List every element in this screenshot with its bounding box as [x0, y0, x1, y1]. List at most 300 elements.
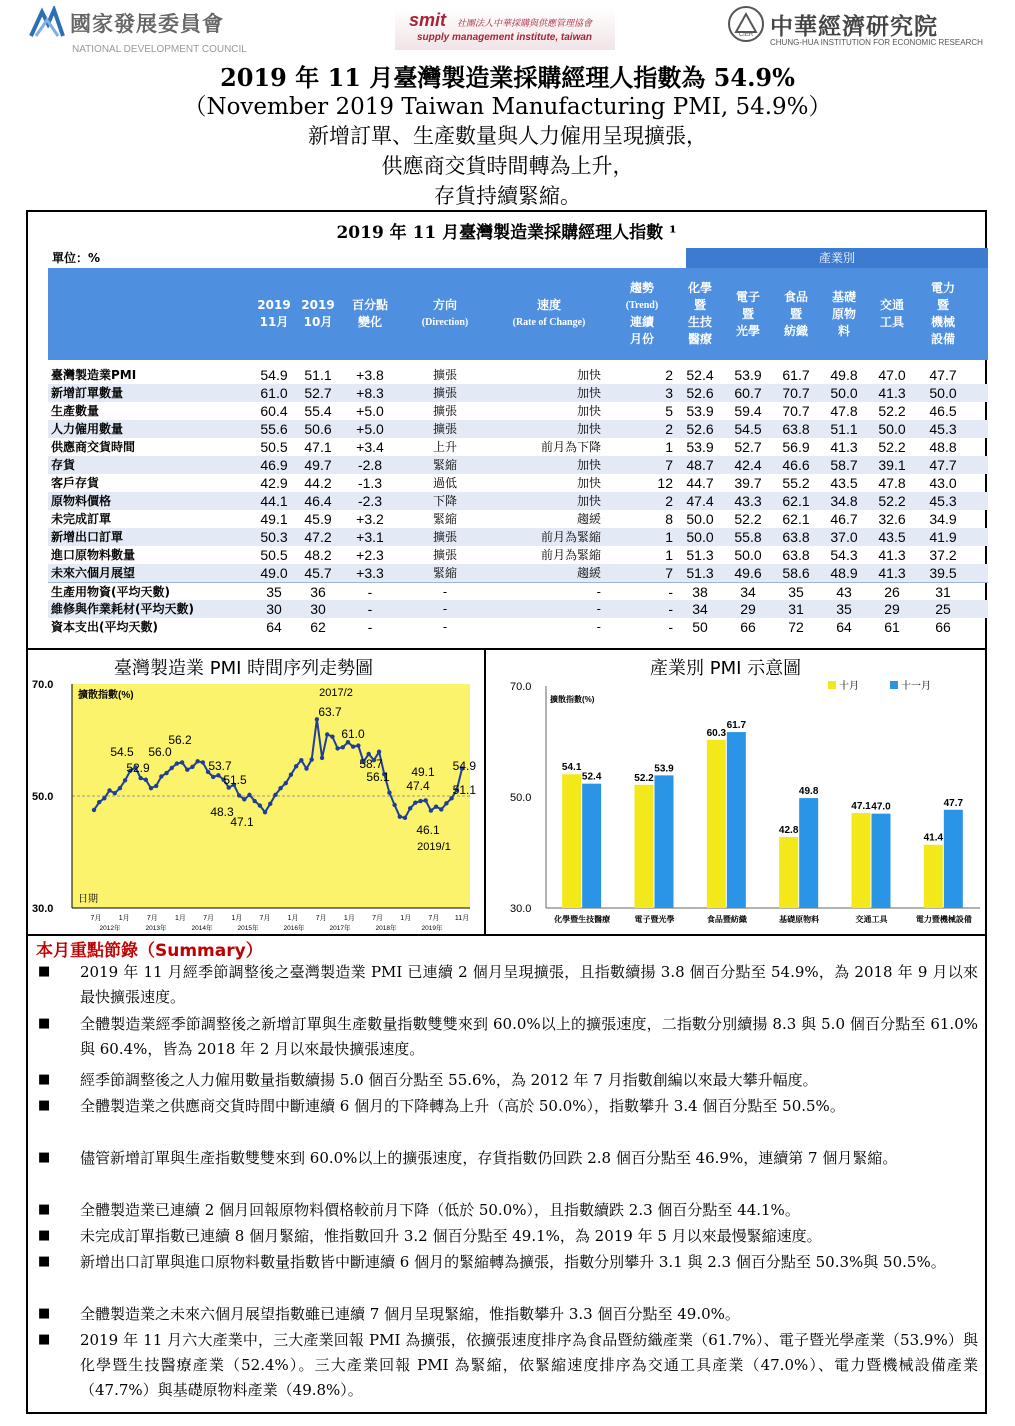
cell-rate: -: [596, 620, 601, 634]
cell-i6: 47.7: [929, 457, 957, 473]
cier-subtitle: CHUNG-HUA INSTITUTION FOR ECONOMIC RESEARCH: [770, 38, 983, 47]
pmi-point: [403, 816, 407, 820]
bar-oct: [852, 813, 871, 908]
x-month-tick: 1月: [287, 915, 299, 922]
cell-trend: -: [668, 584, 673, 600]
summary-item: 全體製造業經季節調整後之新增訂單與生產數量指數雙雙來到 60.0%以上的擴張速度，二指數分別續揚 8.3 與 5.0 個百分點至 61.0%與 60.4%，皆為 2018 年 2 月以來最快擴張速度。: [80, 1015, 978, 1058]
cell-i5: 39.1: [878, 457, 906, 473]
bullet-icon: ■: [38, 1254, 51, 1269]
cell-i5: 52.2: [878, 439, 906, 455]
cell-i4: 46.7: [830, 511, 858, 527]
category-label: 電力暨機械設備: [915, 915, 972, 924]
cell-dir: 緊縮: [432, 458, 457, 472]
cell-rate: 趨緩: [576, 512, 601, 526]
pmi-point: [284, 781, 288, 785]
industry-pmi-bar-chart: [488, 678, 984, 934]
cell-trend: 1: [665, 547, 673, 563]
pmi-point: [289, 773, 293, 777]
cell-rate: 加快: [576, 422, 601, 436]
row-label: 資本支出(平均天數): [51, 620, 158, 634]
col-header-trend: 趨勢 (Trend) 連續 月份: [625, 281, 659, 346]
data-annotation: 54.9: [452, 759, 476, 773]
bullet-icon: ■: [38, 1072, 51, 1087]
bar-value-label: 41.4: [923, 832, 944, 844]
row-label: 新增訂單數量: [51, 386, 124, 400]
cell-chg: +3.2: [356, 511, 384, 527]
cell-i6: 25: [935, 601, 951, 617]
bar-nov: [727, 732, 746, 908]
cier-mark-text: CIER: [738, 32, 754, 38]
x-year-tick: 2017年: [329, 925, 351, 932]
cier-name: 中華經濟研究院: [770, 14, 938, 40]
cell-i1: 50.0: [686, 511, 714, 527]
pmi-point: [434, 804, 438, 808]
pmi-point: [444, 801, 448, 805]
cell-chg: +3.8: [356, 367, 384, 383]
cell-i4: 54.3: [830, 547, 858, 563]
ndc-name: 國家發展委員會: [70, 12, 224, 36]
row-label: 存貨: [51, 458, 76, 472]
cell-i1: 48.7: [686, 457, 714, 473]
row-label: 維修與作業耗材(平均天數): [51, 602, 194, 616]
data-annotation: 61.0: [341, 727, 365, 741]
cell-i5: 29: [884, 601, 900, 617]
pmi-point: [320, 756, 324, 760]
bar-nov: [655, 775, 674, 908]
cell-i3: 70.7: [782, 385, 810, 401]
pmi-point: [263, 810, 267, 814]
cell-i2: 52.2: [734, 511, 762, 527]
cell-i5: 41.3: [878, 565, 906, 581]
cell-i6: 45.3: [929, 421, 957, 437]
summary-item: 2019 年 11 月經季節調整後之臺灣製造業 PMI 已連續 2 個月呈現擴張，且指數續揚 3.8 個百分點至 54.9%，為 2018 年 9 月以來最快擴張速度。: [80, 963, 978, 1006]
data-annotation: 54.5: [110, 745, 134, 759]
cell-i1: 53.9: [686, 439, 714, 455]
page-header: [0, 0, 1015, 58]
cell-oct: 52.7: [304, 385, 332, 401]
legend-label: 十月: [839, 681, 859, 692]
col-header-basic: 基礎 原物 料: [831, 289, 856, 338]
cell-i1: 52.4: [686, 367, 714, 383]
pmi-point: [144, 778, 148, 782]
cell-oct: 55.4: [304, 403, 332, 419]
pmi-point: [201, 760, 205, 764]
pmi-point: [154, 784, 158, 788]
data-annotation: 56.0: [148, 745, 172, 759]
cell-nov: 64: [266, 619, 282, 635]
smit-chinese-name: 社團法人中華採購與供應管理協會: [457, 19, 593, 29]
cell-i4: 35: [836, 601, 852, 617]
pmi-point: [195, 759, 199, 763]
pmi-point: [180, 760, 184, 764]
cell-i1: 50: [692, 619, 708, 635]
smit-brand: smit: [409, 10, 447, 30]
y-tick-label: 50.0: [510, 792, 532, 804]
bar-nov: [944, 810, 963, 908]
cell-dir: 緊縮: [432, 566, 457, 580]
table-row: [48, 618, 988, 636]
cell-trend: 7: [665, 457, 673, 473]
industry-group-header: 產業別: [686, 248, 988, 268]
cell-trend: 2: [665, 421, 673, 437]
cell-rate: -: [596, 585, 601, 599]
cell-i4: 49.8: [830, 367, 858, 383]
x-month-tick: 1月: [118, 915, 130, 922]
main-title: 2019 年 11 月臺灣製造業採購經理人指數為 54.9%: [220, 63, 795, 92]
bar-nov: [872, 814, 891, 908]
col-header-rate: 速度 (Rate of Change): [512, 298, 586, 328]
y-tick-label: 30.0: [32, 903, 54, 915]
cell-i2: 34: [740, 584, 756, 600]
pmi-point: [309, 757, 313, 761]
y-tick-label: 30.0: [510, 903, 532, 915]
cell-nov: 50.5: [260, 547, 288, 563]
pmi-point: [392, 803, 396, 807]
cell-i3: 63.8: [782, 421, 810, 437]
cell-trend: 8: [665, 511, 673, 527]
cell-i4: 34.8: [830, 493, 858, 509]
pmi-point: [439, 807, 443, 811]
bar-value-label: 52.2: [634, 772, 654, 784]
cell-i3: 63.8: [782, 547, 810, 563]
cell-trend: 1: [665, 439, 673, 455]
cell-rate: 前月為緊縮: [540, 530, 601, 544]
cell-oct: 47.2: [304, 529, 332, 545]
category-label: 交通工具: [855, 915, 888, 924]
cell-i2: 42.4: [734, 457, 762, 473]
cell-nov: 50.5: [260, 439, 288, 455]
row-label: 生產數量: [51, 404, 100, 418]
x-year-tick: 2014年: [191, 925, 213, 932]
bar-nov: [799, 798, 818, 908]
cell-chg: +3.3: [356, 565, 384, 581]
cell-chg: +5.0: [356, 403, 384, 419]
cell-chg: -1.3: [357, 475, 383, 491]
bar-value-label: 47.0: [871, 801, 891, 813]
x-month-tick: 7月: [203, 915, 215, 922]
bullet-icon: ■: [38, 1228, 51, 1243]
bar-value-label: 47.7: [943, 797, 964, 809]
cell-rate: 趨緩: [576, 566, 601, 580]
x-month-tick: 7月: [372, 915, 383, 922]
line-chart-title: 臺灣製造業 PMI 時間序列走勢圖: [114, 658, 374, 679]
bar-oct: [779, 837, 798, 908]
cell-oct: 62: [310, 619, 326, 635]
pmi-point: [123, 778, 127, 782]
cell-i2: 50.0: [734, 547, 762, 563]
row-label: 人力僱用數量: [51, 422, 124, 436]
col-header-food: 食品 暨 紡織: [783, 289, 808, 338]
cell-i3: 63.8: [782, 529, 810, 545]
pmi-point: [237, 793, 241, 797]
cell-oct: 44.2: [304, 475, 332, 491]
cell-i1: 38: [692, 584, 708, 600]
summary-title: 本月重點節錄（Summary）: [36, 941, 263, 961]
cell-i5: 32.6: [878, 511, 906, 527]
pmi-point: [294, 764, 298, 768]
pmi-point: [304, 766, 308, 770]
cell-i2: 52.7: [734, 439, 762, 455]
data-annotation: 51.1: [452, 783, 476, 797]
cell-i5: 41.3: [878, 547, 906, 563]
x-year-tick: 2015年: [237, 925, 259, 932]
cell-trend: -: [668, 619, 673, 635]
table-row: [48, 366, 988, 384]
cell-trend: 1: [665, 529, 673, 545]
table-row: [48, 564, 988, 582]
cell-i4: 50.0: [830, 385, 858, 401]
cell-nov: 42.9: [260, 475, 288, 491]
ndc-logo: [28, 6, 247, 55]
data-annotation: 47.1: [230, 815, 254, 829]
data-annotation: 48.3: [210, 805, 234, 819]
data-annotation: 49.1: [411, 765, 435, 779]
cell-i2: 39.7: [734, 475, 762, 491]
bar-nov: [582, 784, 601, 908]
legend-swatch: [828, 681, 836, 689]
cell-nov: 49.0: [260, 565, 288, 581]
cell-i2: 60.7: [734, 385, 762, 401]
cell-rate: 加快: [576, 368, 601, 382]
cell-oct: 50.6: [304, 421, 332, 437]
summary-item: 全體製造業之供應商交貨時間中斷連續 6 個月的下降轉為上升（高於 50.0%），指數攀升 3.4 個百分點至 50.5%。: [80, 1097, 845, 1115]
cell-i2: 55.8: [734, 529, 762, 545]
pmi-point: [325, 732, 329, 736]
pmi-point: [159, 774, 163, 778]
cell-i5: 52.2: [878, 403, 906, 419]
row-label: 未來六個月展望: [51, 566, 136, 580]
cell-i1: 51.3: [686, 547, 714, 563]
cell-dir: -: [442, 585, 448, 599]
col-header-elec: 電子 暨 光學: [735, 289, 760, 338]
cell-i6: 34.9: [929, 511, 957, 527]
table-row: [48, 546, 988, 564]
cell-rate: 加快: [576, 476, 601, 490]
cell-chg: -: [367, 619, 373, 635]
cell-oct: 51.1: [304, 367, 332, 383]
cell-i3: 62.1: [782, 511, 810, 527]
table-row: [48, 474, 988, 492]
pmi-point: [299, 758, 303, 762]
bullet-icon: ■: [38, 1016, 51, 1031]
bar-value-label: 54.1: [561, 762, 582, 774]
bar-oct: [707, 740, 726, 908]
data-annotation: 63.7: [318, 705, 342, 719]
col-header-direction: 方向 (Direction): [421, 298, 469, 328]
cell-i1: 44.7: [686, 475, 714, 491]
x-year-tick: 2018年: [375, 925, 397, 932]
subtitle-line-1: 新增訂單、生產數量與人力僱用呈現擴張，: [308, 124, 707, 148]
table-row: [48, 600, 988, 618]
cell-i2: 53.9: [734, 367, 762, 383]
divider-table-charts: [28, 648, 985, 650]
pmi-point: [138, 776, 142, 780]
cell-i2: 43.3: [734, 493, 762, 509]
data-annotation: 56.2: [168, 733, 192, 747]
cell-trend: 2: [665, 367, 673, 383]
cell-i6: 37.2: [929, 547, 957, 563]
pmi-point: [377, 750, 381, 754]
cell-i4: 51.1: [830, 421, 858, 437]
bullet-icon: ■: [38, 1150, 51, 1165]
data-annotation: 2019/1: [417, 841, 451, 853]
cell-dir: 過低: [432, 476, 457, 490]
cell-dir: 緊縮: [432, 512, 457, 526]
pmi-point: [113, 791, 117, 795]
cell-i4: 47.8: [830, 403, 858, 419]
bar-value-label: 52.4: [581, 771, 602, 783]
data-annotation: 51.5: [223, 773, 247, 787]
pmi-point: [258, 803, 262, 807]
cell-chg: +8.3: [356, 385, 384, 401]
english-title: （November 2019 Taiwan Manufacturing PMI, 54.9%）: [183, 94, 832, 120]
cell-nov: 44.1: [260, 493, 288, 509]
legend-swatch: [890, 681, 898, 689]
cell-i6: 43.0: [929, 475, 957, 491]
col-header-oct: 2019 10月: [301, 298, 335, 329]
bar-chart-title: 產業別 PMI 示意圖: [650, 658, 802, 679]
cell-i6: 46.5: [929, 403, 957, 419]
cell-trend: 2: [665, 493, 673, 509]
smit-logo: [395, 8, 615, 50]
pmi-point: [330, 734, 334, 738]
bullet-icon: ■: [38, 964, 51, 979]
pmi-point: [164, 771, 168, 775]
cell-i1: 52.6: [686, 385, 714, 401]
summary-item: 2019 年 11 月六大產業中，三大產業回報 PMI 為擴張，依擴張速度排序為食品暨紡織產業（61.7%）、電子暨光學產業（53.9%）與化學暨生技醫療產業（52.4%）。三大產業回報 PMI 為緊縮，依緊縮速度排序為交通工具產業（47.0%）、電力暨機械設備產業（47.7%）與基礎原物料產業（49.8%）。: [80, 1331, 978, 1399]
row-label: 生產用物資(平均天數): [51, 585, 170, 599]
bar-oct: [635, 785, 654, 908]
summary-item: 新增出口訂單與進口原物料數量指數皆中斷連續 6 個月的緊縮轉為擴張，指數分別攀升 3.1 與 2.3 個百分點至 50.3%與 50.5%。: [80, 1253, 946, 1271]
cell-i2: 59.4: [734, 403, 762, 419]
pmi-point: [170, 766, 174, 770]
x-month-tick: 7月: [428, 915, 440, 922]
cell-i1: 52.6: [686, 421, 714, 437]
cell-i2: 66: [740, 619, 756, 635]
category-label: 基礎原物料: [779, 915, 820, 924]
pmi-point: [102, 796, 106, 800]
cell-i3: 56.9: [782, 439, 810, 455]
cell-nov: 30: [266, 601, 282, 617]
pmi-point: [247, 793, 251, 797]
x-month-tick: 1月: [175, 915, 186, 922]
table-row: [48, 492, 988, 510]
table-row: [48, 582, 988, 600]
table-row: [48, 456, 988, 474]
subtitle-line-3: 存貨持續緊縮。: [434, 184, 581, 208]
col-header-change: 百分點 變化: [351, 298, 388, 329]
x-month-tick: 7月: [315, 915, 327, 922]
cell-trend: 12: [657, 475, 673, 491]
data-annotation: 46.1: [416, 823, 440, 837]
cell-chg: -: [367, 601, 373, 617]
col-header-chem: 化學 暨 生技 醫療: [687, 281, 712, 346]
summary-item: 未完成訂單指數已連續 8 個月緊縮，惟指數回升 3.2 個百分點至 49.1%，為 2019 年 5 月以來最慢緊縮速度。: [80, 1227, 822, 1245]
data-annotation: 2017/2: [319, 687, 353, 699]
cell-i5: 26: [884, 584, 900, 600]
cell-i5: 47.8: [878, 475, 906, 491]
cell-i6: 45.3: [929, 493, 957, 509]
ndc-subtitle: NATIONAL DEVELOPMENT COUNCIL: [72, 44, 247, 55]
pmi-point: [92, 808, 96, 812]
divider-charts: [484, 650, 486, 934]
cell-i4: 43: [836, 584, 852, 600]
data-annotation: 58.7: [359, 757, 383, 771]
cell-trend: 5: [665, 403, 673, 419]
x-year-tick: 2013年: [145, 925, 167, 932]
cell-nov: 55.6: [260, 421, 288, 437]
pmi-point: [273, 793, 277, 797]
bullet-icon: ■: [38, 1098, 51, 1113]
row-label: 進口原物料數量: [51, 548, 136, 562]
table-header-row: [48, 268, 988, 360]
row-label: 未完成訂單: [51, 512, 112, 526]
table-row: [48, 438, 988, 456]
pmi-point: [351, 745, 355, 749]
table-row: [48, 402, 988, 420]
col-header-trans: 交通 工具: [879, 298, 904, 329]
bullet-icon: ■: [38, 1332, 51, 1347]
row-label: 臺灣製造業PMI: [51, 368, 137, 382]
cell-i6: 48.8: [929, 439, 957, 455]
pmi-point: [252, 799, 256, 803]
cell-dir: -: [442, 602, 448, 616]
cell-i6: 41.9: [929, 529, 957, 545]
cell-rate: 前月為下降: [540, 440, 601, 454]
cell-rate: 加快: [576, 386, 601, 400]
x-month-tick: 11月: [454, 915, 470, 922]
smit-english-name: supply management institute, taiwan: [417, 32, 593, 43]
y-tick-label: 50.0: [32, 791, 54, 803]
y-axis-label: 擴散指數(%): [78, 690, 134, 701]
row-label: 供應商交貨時間: [51, 440, 136, 454]
x-month-tick: 7月: [146, 915, 158, 922]
cell-i3: 61.7: [782, 367, 810, 383]
cell-rate: -: [596, 602, 601, 616]
cell-i5: 52.2: [878, 493, 906, 509]
cell-dir: 下降: [432, 494, 457, 508]
cell-rate: 加快: [576, 404, 601, 418]
row-label: 原物料價格: [51, 494, 112, 508]
pmi-time-series-chart: [30, 678, 482, 934]
data-annotation: 52.9: [126, 761, 150, 775]
cell-i3: 35: [788, 584, 804, 600]
category-label: 化學暨生技醫療: [554, 915, 611, 924]
cell-i3: 46.6: [782, 457, 810, 473]
cell-i6: 39.5: [929, 565, 957, 581]
summary-item: 儘管新增訂單與生產指數雙雙來到 60.0%以上的擴張速度，存貨指數仍回跌 2.8 個百分點至 46.9%，連續第 7 個月緊縮。: [80, 1149, 898, 1167]
cell-i6: 47.7: [929, 367, 957, 383]
x-year-tick: 2016年: [283, 925, 305, 932]
cell-dir: -: [442, 620, 448, 634]
cell-i4: 43.5: [830, 475, 858, 491]
cell-nov: 54.9: [260, 367, 288, 383]
cell-rate: 加快: [576, 458, 601, 472]
category-label: 食品暨紡織: [706, 915, 747, 924]
x-year-tick: 2019年: [421, 925, 443, 932]
summary-item: 經季節調整後之人力僱用數量指數續揚 5.0 個百分點至 55.6%，為 2012 年 7 月指數創編以來最大攀升幅度。: [80, 1071, 818, 1089]
pmi-point: [211, 775, 215, 779]
pmi-point: [216, 773, 220, 777]
plot-area: [72, 684, 470, 908]
x-month-tick: 1月: [343, 915, 355, 922]
bar-value-label: 42.8: [778, 824, 799, 836]
cell-i2: 29: [740, 601, 756, 617]
cell-chg: -: [367, 584, 373, 600]
cell-chg: -2.8: [357, 457, 383, 473]
cell-dir: 擴張: [432, 404, 457, 418]
cell-i3: 58.6: [782, 565, 810, 581]
